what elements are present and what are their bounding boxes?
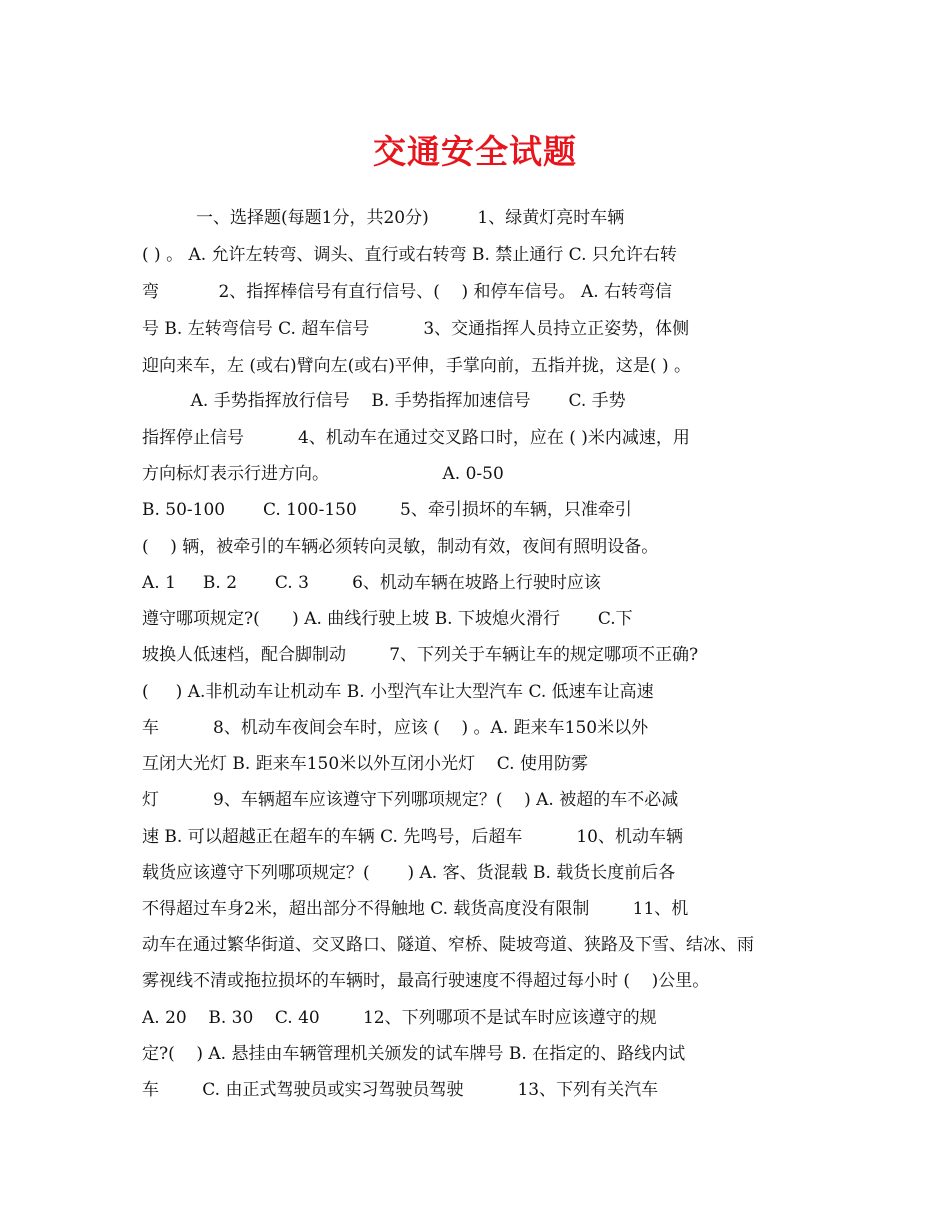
text-line: 弯 2、指挥棒信号有直行信号、( ) 和停车信号。 A. 右转弯信 — [142, 282, 673, 302]
text-line: 指挥停止信号 4、机动车在通过交叉路口时，应在 ( )米内减速，用 — [142, 428, 690, 448]
text-line: ( ) A.非机动车让机动车 B. 小型汽车让大型汽车 C. 低速车让高速 — [142, 682, 654, 702]
text-line: A. 1 B. 2 C. 3 6、机动车辆在坡路上行驶时应该 — [142, 573, 601, 593]
text-line: 定?( ) A. 悬挂由车辆管理机关颁发的试车牌号 B. 在指定的、路线内试 — [142, 1044, 686, 1064]
text-line: ( ) 辆，被牵引的车辆必须转向灵敏，制动有效，夜间有照明设备。 — [142, 537, 659, 557]
text-line: 车 8、机动车夜间会车时，应该 ( ) 。A. 距来车150米以外 — [142, 718, 649, 738]
text-line: 动车在通过繁华街道、交叉路口、隧道、窄桥、陡坡弯道、狭路及下雪、结冰、雨 — [142, 935, 754, 955]
text-line: 坡换人低速档，配合脚制动 7、下列关于车辆让车的规定哪项不正确? — [142, 645, 699, 665]
text-line: 遵守哪项规定?( ) A. 曲线行驶上坡 B. 下坡熄火滑行 C.下 — [142, 609, 633, 629]
text-line: 载货应该遵守下列哪项规定？( ) A. 客、货混载 B. 载货长度前后各 — [142, 863, 676, 883]
text-line: 雾视线不清或拖拉损坏的车辆时，最高行驶速度不得超过每小时 ( )公里。 — [142, 971, 710, 991]
text-line: 号 B. 左转弯信号 C. 超车信号 3、交通指挥人员持立正姿势，体侧 — [142, 319, 690, 339]
text-line: ( ) 。 A. 允许左转弯、调头、直行或右转弯 B. 禁止通行 C. 只允许右转 — [142, 245, 677, 265]
text-line: A. 手势指挥放行信号 B. 手势指挥加速信号 C. 手势 — [142, 391, 626, 411]
text-line: A. 20 B. 30 C. 40 12、下列哪项不是试车时应该遵守的规 — [142, 1008, 657, 1028]
text-line: 车 C. 由正式驾驶员或实习驾驶员驾驶 13、下列有关汽车 — [142, 1080, 659, 1100]
text-line: B. 50-100 C. 100-150 5、牵引损坏的车辆，只准牵引 — [142, 500, 632, 520]
text-line: 速 B. 可以超越正在超车的车辆 C. 先鸣号，后超车 10、机动车辆 — [142, 827, 683, 847]
text-line: 互闭大光灯 B. 距来车150米以外互闭小光灯 C. 使用防雾 — [142, 754, 588, 774]
text-line: 方向标灯表示行进方向。 A. 0-50 — [142, 464, 504, 484]
text-line: 不得超过车身2米，超出部分不得触地 C. 载货高度没有限制 11、机 — [142, 899, 689, 919]
text-line: 迎向来车，左 (或右)臂向左(或右)平伸，手掌向前，五指并拢，这是( ) 。 — [142, 356, 692, 376]
text-line: 灯 9、车辆超车应该遵守下列哪项规定？( ) A. 被超的车不必减 — [142, 790, 679, 810]
page-title: 交通安全试题 — [373, 132, 577, 171]
text-line: 一、选择题(每题1分，共20分) 1、绿黄灯亮时车辆 — [142, 208, 625, 228]
